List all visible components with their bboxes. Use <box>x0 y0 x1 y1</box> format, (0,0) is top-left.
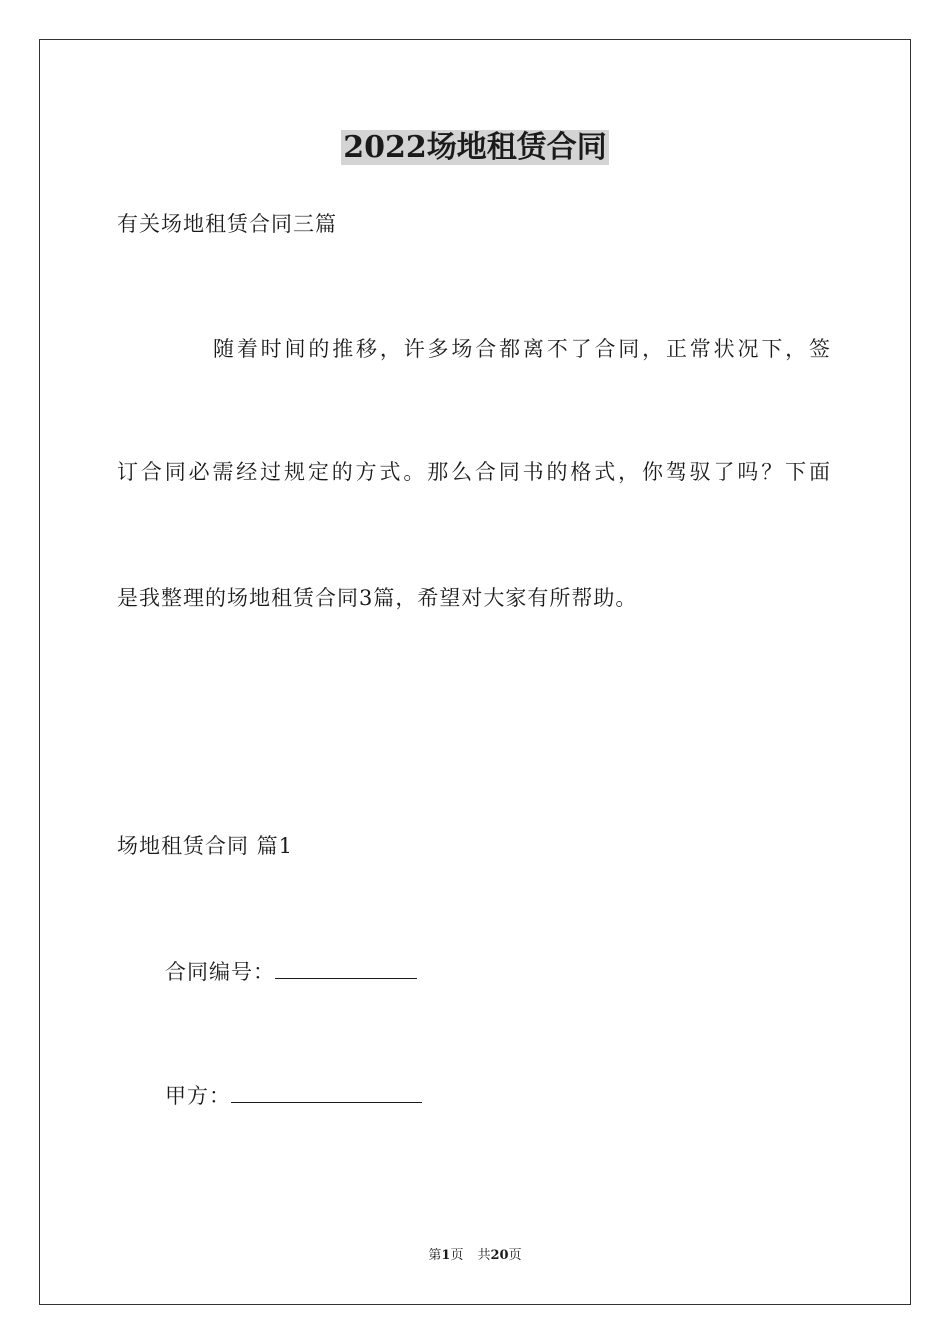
intro-line-3: 是我整理的场地租赁合同3篇，希望对大家有所帮助。 <box>117 586 638 610</box>
contract-number-field <box>165 957 417 987</box>
document-subtitle: 有关场地租赁合同三篇 <box>117 212 337 236</box>
footer-total-prefix: 共 <box>477 1248 491 1263</box>
contract-number-blank <box>275 958 417 979</box>
document-title <box>0 128 950 168</box>
footer-total-suffix: 页 <box>508 1248 522 1263</box>
page-footer <box>0 1246 950 1266</box>
footer-page-number: 1 <box>441 1248 451 1263</box>
footer-total-pages: 20 <box>490 1248 509 1263</box>
party-a-label: 甲方： <box>165 1084 231 1108</box>
footer-page-prefix: 第 <box>428 1248 442 1263</box>
footer-page-suffix: 页 <box>450 1248 464 1263</box>
document-title-text: 2022场地租赁合同 <box>343 130 607 165</box>
intro-line-1: 随着时间的推移，许多场合都离不了合同，正常状况下，签 <box>213 337 831 361</box>
section-heading: 场地租赁合同 篇1 <box>117 834 294 858</box>
contract-number-label: 合同编号： <box>165 960 275 984</box>
party-a-blank <box>231 1082 422 1103</box>
party-a-field <box>165 1081 422 1111</box>
intro-line-2: 订合同必需经过规定的方式。那么合同书的格式，你驾驭了吗？下面 <box>117 460 831 484</box>
